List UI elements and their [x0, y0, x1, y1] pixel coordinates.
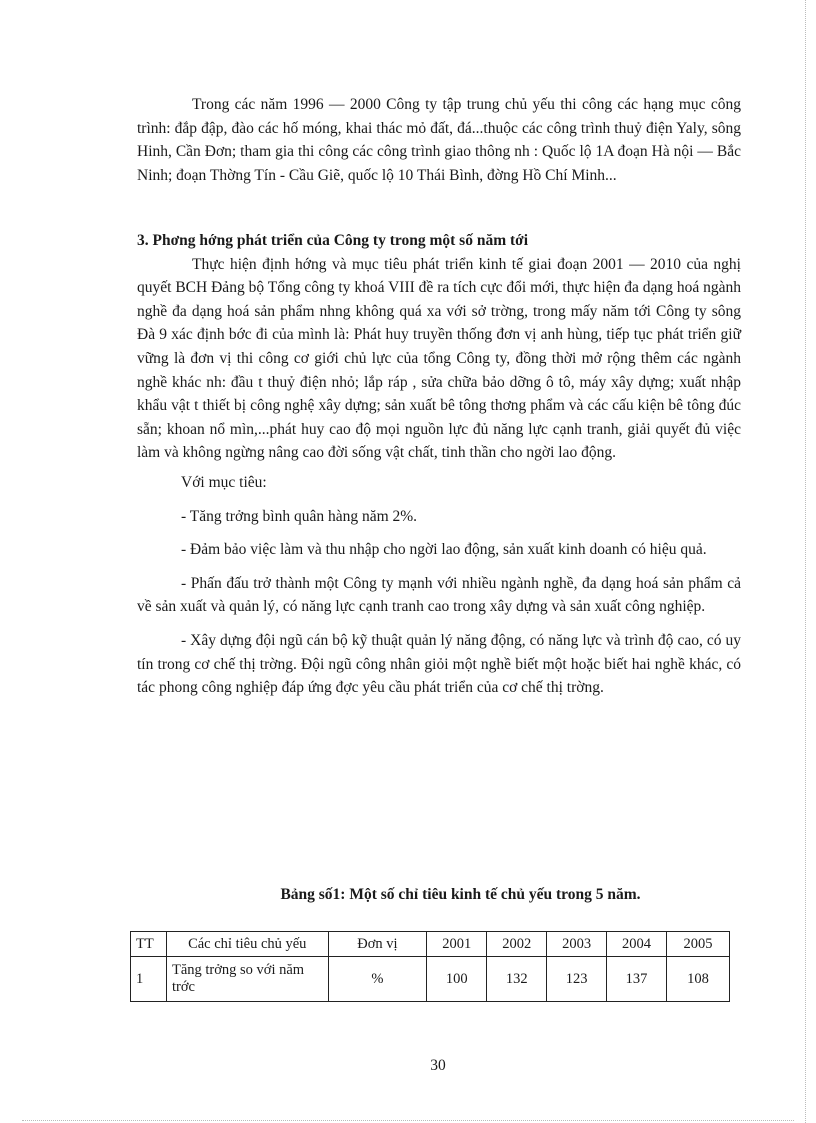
header-2001: 2001 [427, 932, 487, 957]
table-row [131, 957, 730, 1002]
cell-2005: 108 [667, 957, 730, 1002]
intro-paragraph: Trong các năm 1996 — 2000 Công ty tập trung chủ yếu thi công các hạng mục công trình: đắp đập, đào các hố móng, khai thác mỏ đất, đá...thuộc các công trình thuỷ điện Yaly, sông Hinh, Cần Đơn; tham gia thi công các công trình giao thông nh : Quốc lộ 1A đoạn Hà nội — Bắc Ninh; đoạn Thờng Tín - Cầu Giẽ, quốc lộ 10 Thái Bình, đờng Hồ Chí Minh... [137, 96, 741, 184]
cell-2002: 132 [487, 957, 547, 1002]
goals-intro: Với mục tiêu: [181, 473, 267, 491]
goal-item-1: - Tăng trởng bình quân hàng năm 2%. [181, 507, 418, 525]
goal-item-4: - Xây dựng đội ngũ cán bộ kỹ thuật quản lý năng động, có năng lực và trình độ cao, có uy tín trong cơ chế thị trờng. Đội ngũ công nhân giỏi một nghề biết một hoặc biết hai nghề khác, có tác phong công nghiệp đáp ứng đợc yêu cầu phát triển của cơ chế thị trờng. [137, 631, 741, 697]
cell-2004: 137 [607, 957, 667, 1002]
cell-unit: % [328, 957, 427, 1002]
section-3-heading: 3. Phơng hớng phát triển của Công ty trong một số năm tới [137, 232, 529, 249]
cell-tt: 1 [131, 957, 167, 1002]
page-number: 30 [430, 1057, 446, 1074]
intro-paragraph-block [137, 93, 741, 187]
table-caption: Bảng số1: Một số chỉ tiêu kinh tế chủ yếu trong 5 năm. [280, 886, 641, 903]
cell-2001: 100 [427, 957, 487, 1002]
header-tt: TT [131, 932, 167, 957]
cell-2003: 123 [547, 957, 607, 1002]
goal-item-3: - Phấn đấu trở thành một Công ty mạnh với nhiều ngành nghề, đa dạng hoá sản phẩm cả về sản xuất và quản lý, có năng lực cạnh tranh cao trong xây dựng và sản xuất công nghiệp. [137, 574, 741, 616]
section-3 [137, 229, 741, 700]
bottom-divider [22, 1120, 794, 1121]
indicator-table [130, 931, 730, 1002]
header-unit: Đơn vị [328, 932, 427, 957]
header-2004: 2004 [607, 932, 667, 957]
header-2002: 2002 [487, 932, 547, 957]
header-indicator: Các chỉ tiêu chủ yếu [166, 932, 328, 957]
header-2003: 2003 [547, 932, 607, 957]
header-2005: 2005 [667, 932, 730, 957]
table-header-row [131, 932, 730, 957]
section-3-body: Thực hiện định hớng và mục tiêu phát triển kinh tế giai đoạn 2001 — 2010 của nghị quyết BCH Đảng bộ Tổng công ty khoá VIII đề ra tích cực đổi mới, thực hiện đa dạng hoá ngành nghề đa dạng hoá sản phẩm nhng không quá xa với sở trờng, trong mấy năm tới Công ty sông Đà 9 xác định bớc đi của mình là: Phát huy truyền thống đơn vị anh hùng, tiếp tục phát triển giữ vững là đơn vị thi công cơ giới chủ lực của tổng Công ty, đồng thời mở rộng thêm các ngành nghề khác nh: đầu t thuỷ điện nhỏ; lắp ráp , sửa chữa bảo dỡng ô tô, máy xây dựng; xuất nhập khẩu vật t thiết bị công nghệ xây dựng; sản xuất bê tông thơng phẩm và các cấu kiện bê tông đúc sẵn; khoan nổ mìn,...phát huy cao độ mọi nguồn lực đủ năng lực cạnh tranh, giải quyết đủ việc làm và không ngừng nâng cao đời sống vật chất, tinh thần cho ngời lao động. [137, 255, 741, 462]
goal-item-2: - Đảm bảo việc làm và thu nhập cho ngời lao động, sản xuất kinh doanh có hiệu quả. [181, 541, 707, 559]
cell-indicator: Tăng trởng so với năm trớc [166, 957, 328, 1002]
right-divider [805, 0, 806, 1123]
